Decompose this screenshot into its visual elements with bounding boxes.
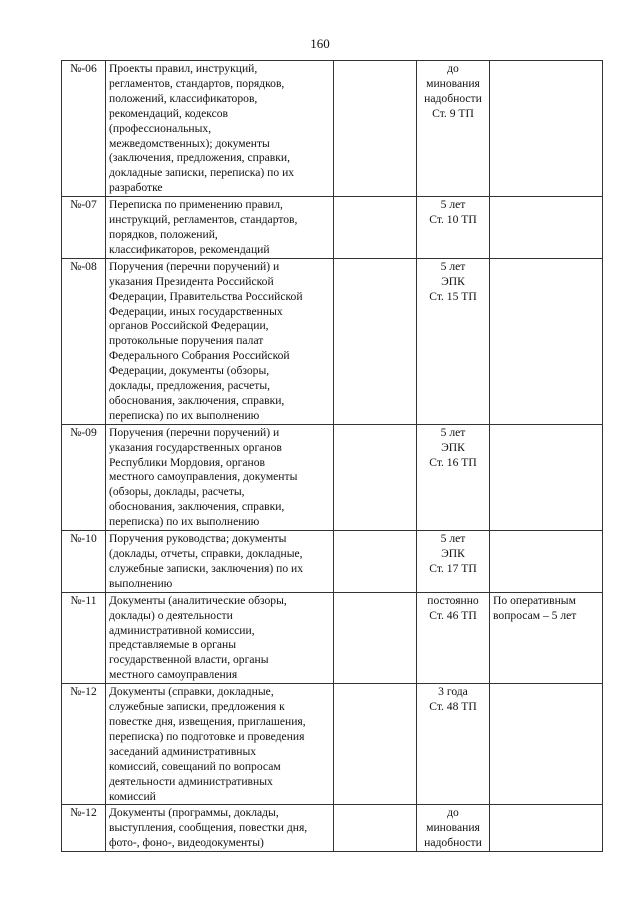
case-note <box>490 61 603 197</box>
case-index: №-09 <box>62 424 106 530</box>
case-index: №-12 <box>62 805 106 852</box>
table-row <box>62 531 603 593</box>
case-title: Документы (справки, докладные, служебные записки, предложения к повестке дня, извещения, приглашения, переписка) по подготовке и проведения заседаний административных комиссий, совещаний по вопросам деятельности административных комиссий <box>106 684 334 805</box>
retention-term: 5 лет Ст. 10 ТП <box>417 197 490 259</box>
table-row <box>62 805 603 852</box>
case-count <box>334 805 417 852</box>
retention-term: 5 лет ЭПК Ст. 15 ТП <box>417 258 490 424</box>
retention-term: 3 года Ст. 48 ТП <box>417 684 490 805</box>
case-title: Поручения (перечни поручений) и указания государственных органов Республики Мордовия, органов местного самоуправления, документы (обзоры, доклады, расчеты, обоснования, заключения, справки, переписка) по их выполнению <box>106 424 334 530</box>
case-count <box>334 258 417 424</box>
case-count <box>334 592 417 683</box>
case-index: №-10 <box>62 531 106 593</box>
case-index: №-12 <box>62 684 106 805</box>
retention-term: до минования надобности <box>417 805 490 852</box>
retention-term: до минования надобности Ст. 9 ТП <box>417 61 490 197</box>
case-title: Документы (аналитические обзоры, доклады) о деятельности административной комиссии, представляемые в органы государственной власти, органы местного самоуправления <box>106 592 334 683</box>
case-note <box>490 531 603 593</box>
table-row <box>62 424 603 530</box>
table-row <box>62 592 603 683</box>
case-note <box>490 805 603 852</box>
case-note <box>490 684 603 805</box>
nomenclature-table <box>61 60 603 852</box>
case-count <box>334 197 417 259</box>
case-note <box>490 424 603 530</box>
retention-term: постоянно Ст. 46 ТП <box>417 592 490 683</box>
case-note: По оперативным вопросам – 5 лет <box>490 592 603 683</box>
case-title: Проекты правил, инструкций, регламентов, стандартов, порядков, положений, классификаторов, рекомендаций, кодексов (профессиональных, межведомственных); документы (заключения, предложения, справки, докладные записки, переписка) по их разработке <box>106 61 334 197</box>
retention-term: 5 лет ЭПК Ст. 16 ТП <box>417 424 490 530</box>
table-row <box>62 197 603 259</box>
case-count <box>334 531 417 593</box>
case-count <box>334 61 417 197</box>
case-index: №-07 <box>62 197 106 259</box>
case-count <box>334 684 417 805</box>
table-row <box>62 258 603 424</box>
page-number: 160 <box>310 36 330 51</box>
case-title: Документы (программы, доклады, выступления, сообщения, повестки дня, фото-, фоно-, видеодокументы) <box>106 805 334 852</box>
table-row <box>62 61 603 197</box>
case-index: №-06 <box>62 61 106 197</box>
case-note <box>490 197 603 259</box>
table-row <box>62 684 603 805</box>
case-title: Поручения руководства; документы (доклады, отчеты, справки, докладные, служебные записки, заключения) по их выполнению <box>106 531 334 593</box>
case-title: Поручения (перечни поручений) и указания Президента Российской Федерации, Правительства Российской Федерации, иных государственных органов Российской Федерации, протокольные поручения палат Федерального Собрания Российской Федерации, документы (обзоры, доклады, предложения, расчеты, обоснования, заключения, справки, переписка) по их выполнению <box>106 258 334 424</box>
case-count <box>334 424 417 530</box>
case-title: Переписка по применению правил, инструкций, регламентов, стандартов, порядков, положений, классификаторов, рекомендаций <box>106 197 334 259</box>
case-index: №-08 <box>62 258 106 424</box>
case-index: №-11 <box>62 592 106 683</box>
case-note <box>490 258 603 424</box>
retention-term: 5 лет ЭПК Ст. 17 ТП <box>417 531 490 593</box>
